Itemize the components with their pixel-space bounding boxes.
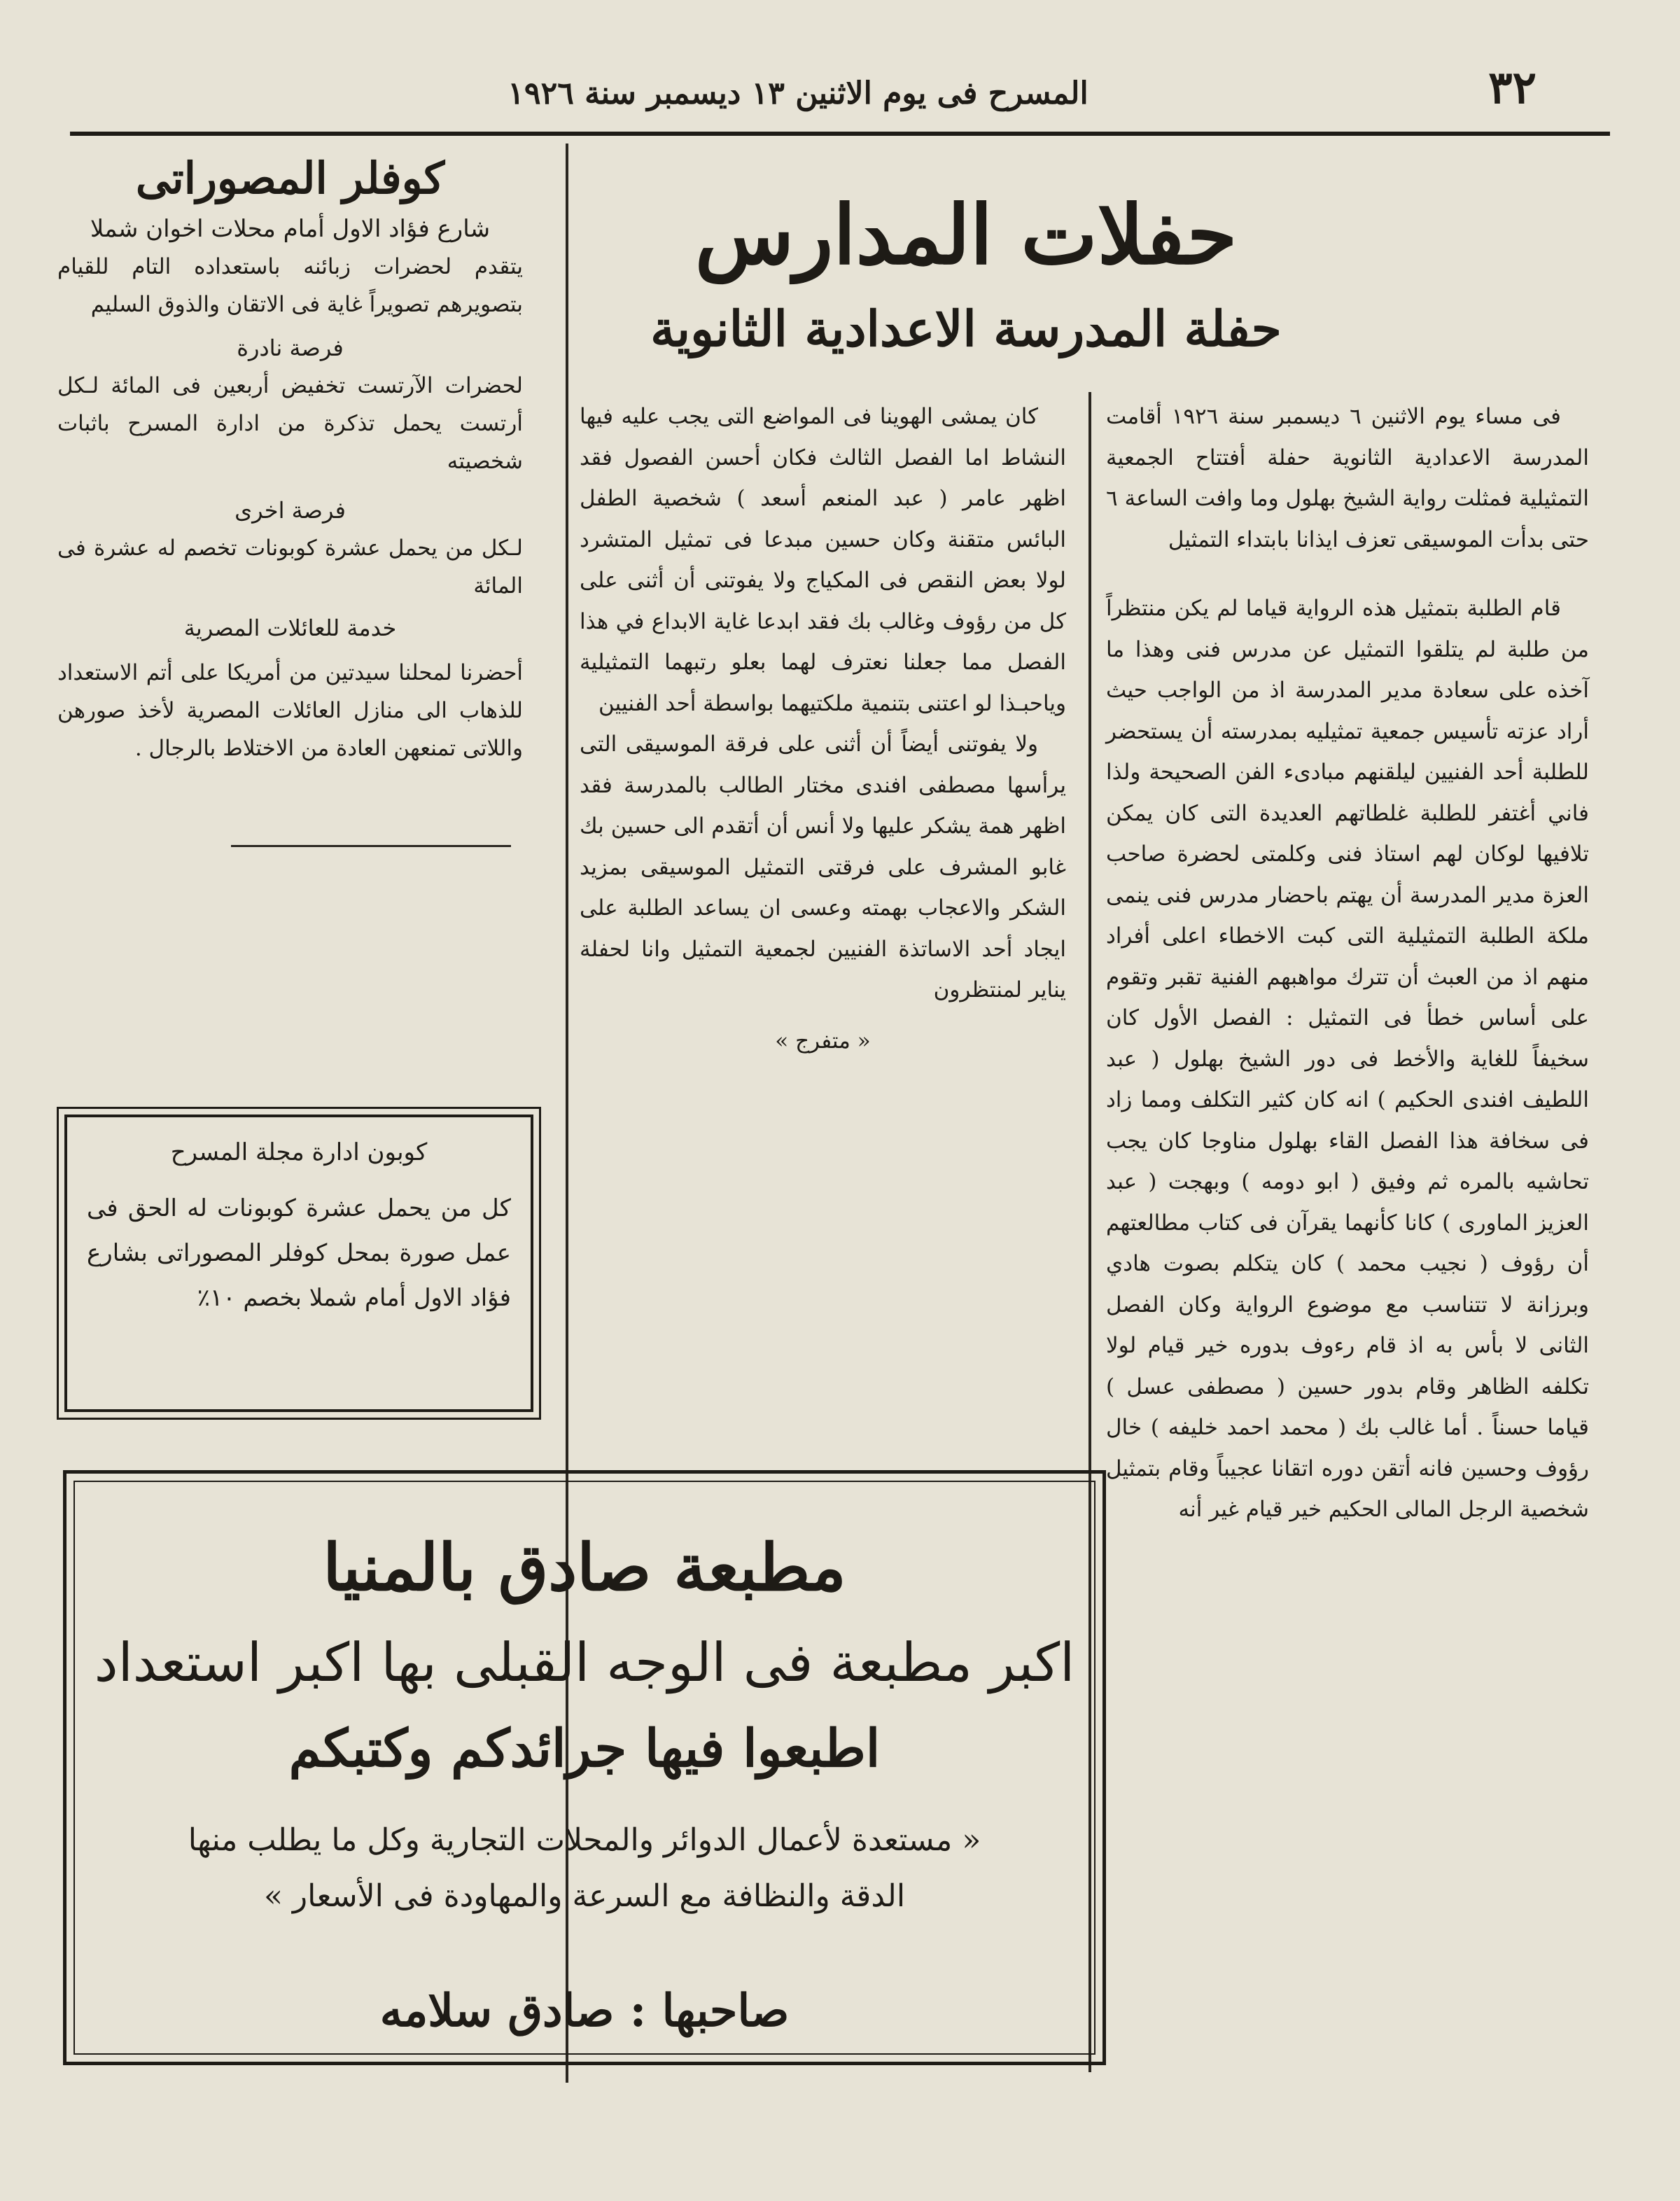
press-description: الدقة والنظافة مع السرعة والمهاودة فى الأسعار » <box>263 1878 906 1914</box>
page-header: المسرح فى يوم الاثنين ١٣ ديسمبر سنة ١٩٢٦ <box>507 76 1088 111</box>
article-subtitle: حفلة المدرسة الاعدادية الثانوية <box>650 300 1282 358</box>
coupon-text: كل من يحمل عشرة كوبونات له الحق فى عمل صورة بمحل كوفلر المصوراتى بشارع فؤاد الاول أمام شملا بخصم ١٠٪ <box>87 1194 511 1312</box>
article-paragraph: فى مساء يوم الاثنين ٦ ديسمبر سنة ١٩٢٦ أقامت المدرسة الاعدادية الثانوية حفلة أفتتاح الجمعية التمثيلية فمثلت رواية الشيخ بهلول وما وافت الساعة ٦ حتى بدأت الموسيقى تعزف ايذانا بابتداء التمثيل <box>1106 404 1589 552</box>
press-name: مطبعة صادق بالمنيا <box>323 1530 846 1605</box>
photographer-ad <box>57 210 523 767</box>
article-signature: « متفرج » <box>775 1028 871 1054</box>
article-paragraph: ولا يفوتنى أيضاً أن أثنى على فرقة الموسيقى التى يرأسها مصطفى افندى مختار الطالب بالمدرسة فقد اظهر همة يشكر عليها ولا أنس أن أتقدم الى حسين بك غابو المشرف على فرقتى التمثيل الموسيقى بمزيد الشكر والاعجاب بهمته وعسى ان يساعد الطلبة على ايجاد أحد الاساتذة الفنيين لجمعية التمثيل وانا لحفلة يناير لمنتظرون <box>580 732 1066 1002</box>
service-heading: خدمة للعائلات المصرية <box>183 615 397 641</box>
press-tagline: اكبر مطبعة فى الوجه القبلى بها اكبر استعداد <box>94 1631 1075 1693</box>
press-call-to-action: اطبعوا فيها جرائدكم وكتبكم <box>288 1719 881 1779</box>
photographer-address: شارع فؤاد الاول أمام محلات اخوان شملا <box>90 215 491 243</box>
article-column-right <box>1106 396 1589 1530</box>
press-owner: صاحبها : صادق سلامه <box>379 1985 790 2037</box>
service-text: أحضرنا لمحلنا سيدتين من أمريكا على أتم الاستعداد للذهاب الى منازل العائلات المصرية لأخذ صورهن واللاتى تمنعهن العادة من الاختلاط بالرجال . <box>57 660 523 761</box>
page-number: ٣٢ <box>1488 62 1536 114</box>
photographer-intro: يتقدم لحضرات زبائنه باستعداده التام للقيام بتصويرهم تصويراً غاية فى الاتقان والذوق السليم <box>57 254 523 317</box>
offer-text: لـكل من يحمل عشرة كوبونات تخصم له عشرة فى المائة <box>57 536 523 599</box>
header-rule <box>70 132 1610 136</box>
press-description: « مستعدة لأعمال الدوائر والمحلات التجارية وكل ما يطلب منها <box>188 1822 981 1858</box>
offer-text: لحضرات الآرتست تخفيض أربعين فى المائة لـكل أرتست يحمل تذكرة من ادارة المسرح باثبات شخصيته <box>57 373 523 474</box>
press-ad <box>63 1470 1106 2065</box>
offer-heading: فرصة اخرى <box>234 497 346 524</box>
article-column-middle <box>580 396 1066 1061</box>
article-paragraph: قام الطلبة بتمثيل هذه الرواية قياما لم يكن منتظراً من طلبة لم يتلقوا التمثيل عن مدرس فنى وهذا ما آخذه على سعادة مدير المدرسة اذ من الواجب حيث أراد عزته تأسيس جمعية تمثيليه بمدرسته أن يستحضر للطلبة أحد الفنيين ليلقنهم مبادىء الفن الصحيحة ولذا فاني أغتفر للطلبة غلطاتهم العديدة التى كان يمكن تلافيها لوكان لهم استاذ فنى وكلمتى لحضرة صاحب العزة مدير المدرسة أن يهتم باحضار مدرس فنى ينمى ملكة الطلبة التمثيلية التى كبت الاخطاء اعلى أفراد منهم اذ من العبث أن تترك مواهبهم الفنية تقبر وتقوم على أساس خطأ فى التمثيل : الفصل الأول كان سخيفاً للغاية والأخط فى دور الشيخ بهلول ( عبد اللطيف افندى الحكيم ) انه كان كثير التكلف ومما زاد فى سخافة هذا الفصل القاء بهلول مناوجا كان يجب تحاشيه بالمره ثم وفيق ( ابو دومه ) وبهجت ( عبد العزيز الماورى ) كانا كأنهما يقرآن فى كتاب مطالعتهم أن رؤوف ( نجيب محمد ) كان يتكلم بصوت هادي وبرزانة لا تتناسب مع موضوع الرواية وكان الفصل الثانى لا بأس به اذ قام رءوف بدوره خير قيام لولا تكلفه الظاهر وقام بدور حسين ( مصطفى عسل ) قياما حسناً . أما غالب بك ( محمد احمد خليفه ) خال رؤوف وحسين فانه أتقن دوره اتقانا عجيباً وقام بتمثيل شخصية الرجل المالى الحكيم خير قيام غير أنه <box>1106 596 1589 1522</box>
coupon-box <box>64 1115 533 1412</box>
offer-heading: فرصة نادرة <box>237 335 344 361</box>
service-underline <box>231 845 511 847</box>
article-paragraph: كان يمشى الهوينا فى المواضع التى يجب عليه فيها النشاط اما الفصل الثالث فكان أحسن الفصول فقد اظهر عامر ( عبد المنعم أسعد ) شخصية الطفل البائس متقنة وكان حسين مبدعا فى تمثيل المتشرد لولا بعض النقص فى المكياج ولا يفوتنى أن أثنى على كل من رؤوف وغالب بك فقد ابدعا غاية الابداع في هذا الفصل مما جعلنا نعترف لهما بعلو رتبهما التمثيلية وياحبـذا لو اعتنى بتنمية ملكتيهما بواسطة أحد الفنيين <box>580 404 1066 716</box>
photographer-name: كوفلر المصوراتى <box>135 153 445 204</box>
coupon-title: كوبون ادارة مجلة المسرح <box>170 1138 428 1166</box>
article-title: حفلات المدارس <box>694 188 1238 283</box>
